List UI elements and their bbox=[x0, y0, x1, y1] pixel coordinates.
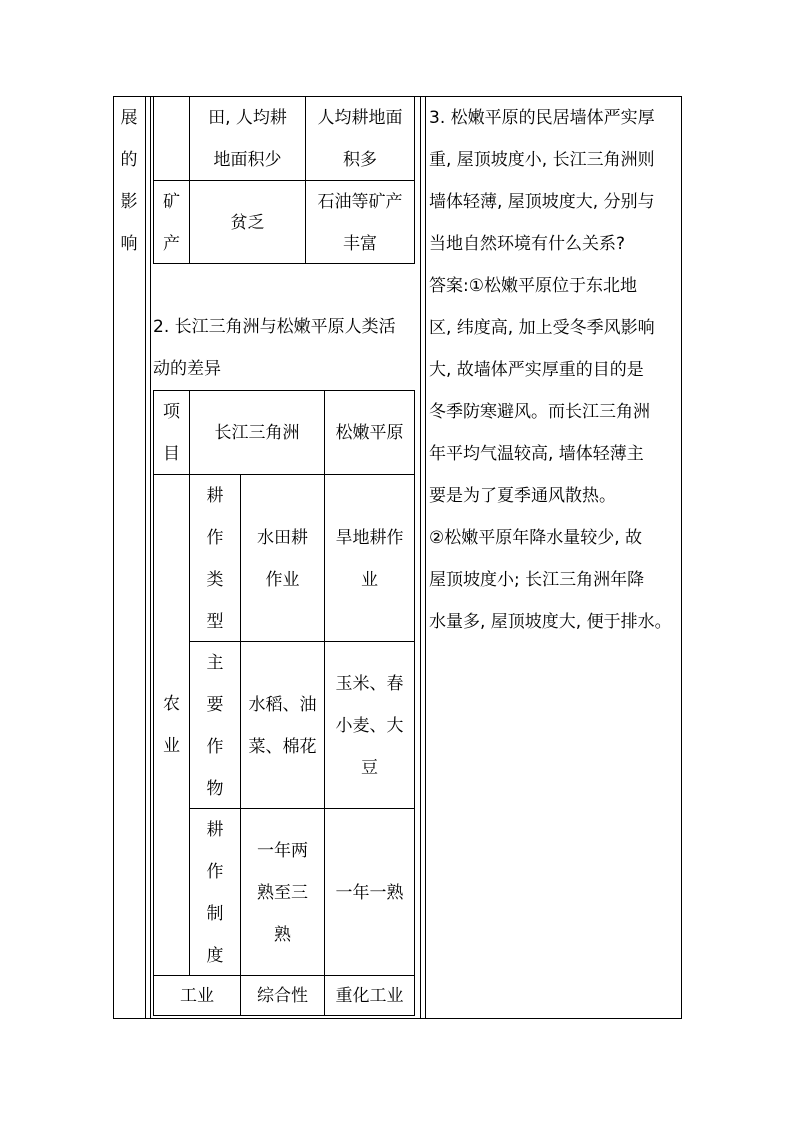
yangtze-value-line: 水稻、油 bbox=[248, 695, 317, 715]
q3-line: 大, 故墙体严实厚重的目的是 bbox=[429, 360, 644, 380]
yangtze-value-line: 菜、棉花 bbox=[248, 737, 317, 757]
q3-line: 年平均气温较高, 墙体轻薄主 bbox=[429, 444, 644, 464]
right-column-left-border bbox=[425, 96, 426, 1019]
row2-right-line2: 丰富 bbox=[343, 234, 377, 254]
middle-column-left-border bbox=[150, 96, 151, 1019]
row1-left-line2: 地面积少 bbox=[213, 150, 282, 170]
left-char: 影 bbox=[120, 192, 138, 212]
q3-line: 3. 松嫩平原的民居墙体严实厚 bbox=[429, 108, 655, 128]
q3-line: 要是为了夏季通风散热。 bbox=[429, 486, 616, 506]
left-column-divider bbox=[145, 96, 146, 1019]
left-char: 响 bbox=[120, 234, 138, 254]
yangtze-value-line: 作业 bbox=[265, 570, 300, 590]
row1-right-line2: 积多 bbox=[343, 150, 377, 170]
industry-songnen: 重化工业 bbox=[335, 986, 404, 1006]
q3-line: 区, 纬度高, 加上受冬季风影响 bbox=[429, 318, 655, 338]
row-label-char: 型 bbox=[206, 612, 224, 632]
dt-right bbox=[414, 390, 415, 1016]
songnen-value-line: 豆 bbox=[361, 758, 378, 778]
row-label-char: 耕 bbox=[206, 486, 224, 506]
dt-header-yangtze: 长江三角洲 bbox=[214, 423, 300, 443]
songnen-value-line: 玉米、春 bbox=[335, 674, 404, 694]
section2-title-line2: 动的差异 bbox=[153, 359, 221, 379]
songnen-value: 一年一熟 bbox=[335, 883, 404, 903]
q3-line: 水量多, 屋顶坡度大, 便于排水。 bbox=[429, 612, 672, 632]
yangtze-value-line: 水田耕 bbox=[257, 528, 308, 548]
dt-header-item-char1: 项 bbox=[163, 402, 180, 422]
dt-header-item-char2: 目 bbox=[163, 444, 180, 464]
row-label-char: 类 bbox=[206, 570, 224, 590]
row2-label-char1: 矿 bbox=[163, 192, 180, 212]
q3-line: 屋顶坡度小; 长江三角洲年降 bbox=[429, 570, 645, 590]
q3-line: 重, 屋顶坡度小, 长江三角洲则 bbox=[429, 150, 655, 170]
left-char: 展 bbox=[120, 108, 138, 128]
songnen-value-line: 业 bbox=[361, 570, 378, 590]
row-label-char: 物 bbox=[206, 779, 224, 799]
section2-title-line1: 2. 长江三角洲与松嫩平原人类活 bbox=[153, 317, 396, 337]
yangtze-value-line: 一年两 bbox=[257, 841, 308, 861]
row-label-char: 主 bbox=[206, 653, 224, 673]
row-label-char: 作 bbox=[206, 737, 224, 757]
middle-column-right-border bbox=[420, 96, 421, 1019]
row-label-char: 作 bbox=[206, 862, 224, 882]
q3-line: 当地自然环境有什么关系? bbox=[429, 234, 626, 254]
q3-line: 答案:①松嫩平原位于东北地 bbox=[429, 276, 637, 296]
q3-line: ②松嫩平原年降水量较少, 故 bbox=[429, 528, 643, 548]
row2-left-value: 贫乏 bbox=[230, 213, 265, 233]
row1-left-line1: 田, 人均耕 bbox=[208, 108, 287, 128]
outer-right-border bbox=[681, 96, 682, 1019]
row-label-char: 要 bbox=[206, 695, 224, 715]
industry-label: 工业 bbox=[180, 986, 214, 1006]
q3-line: 冬季防寒避风。而长江三角洲 bbox=[429, 402, 650, 422]
industry-yangtze: 综合性 bbox=[257, 986, 308, 1006]
songnen-value-line: 旱地耕作 bbox=[335, 528, 404, 548]
dt-header-songnen: 松嫩平原 bbox=[335, 423, 404, 443]
yangtze-value-line: 熟至三 bbox=[257, 883, 308, 903]
row1-right-line1: 人均耕地面 bbox=[317, 108, 403, 128]
outer-left-border bbox=[113, 96, 114, 1019]
yangtze-value-line: 熟 bbox=[274, 925, 291, 945]
dt-agri-label-char2: 业 bbox=[163, 736, 180, 756]
dt-top bbox=[153, 390, 415, 391]
dt-agri-label-char1: 农 bbox=[163, 694, 180, 714]
outer-bottom-border bbox=[113, 1018, 681, 1019]
row2-right-line1: 石油等矿产 bbox=[317, 192, 403, 212]
songnen-value-line: 小麦、大 bbox=[335, 716, 404, 736]
row-label-char: 制 bbox=[206, 904, 224, 924]
row-label-char: 度 bbox=[206, 946, 224, 966]
row-label-char: 作 bbox=[206, 528, 224, 548]
left-char: 的 bbox=[120, 150, 138, 170]
row2-label-char2: 产 bbox=[163, 234, 180, 254]
row-label-char: 耕 bbox=[206, 820, 224, 840]
q3-line: 墙体轻薄, 屋顶坡度大, 分别与 bbox=[429, 192, 655, 212]
